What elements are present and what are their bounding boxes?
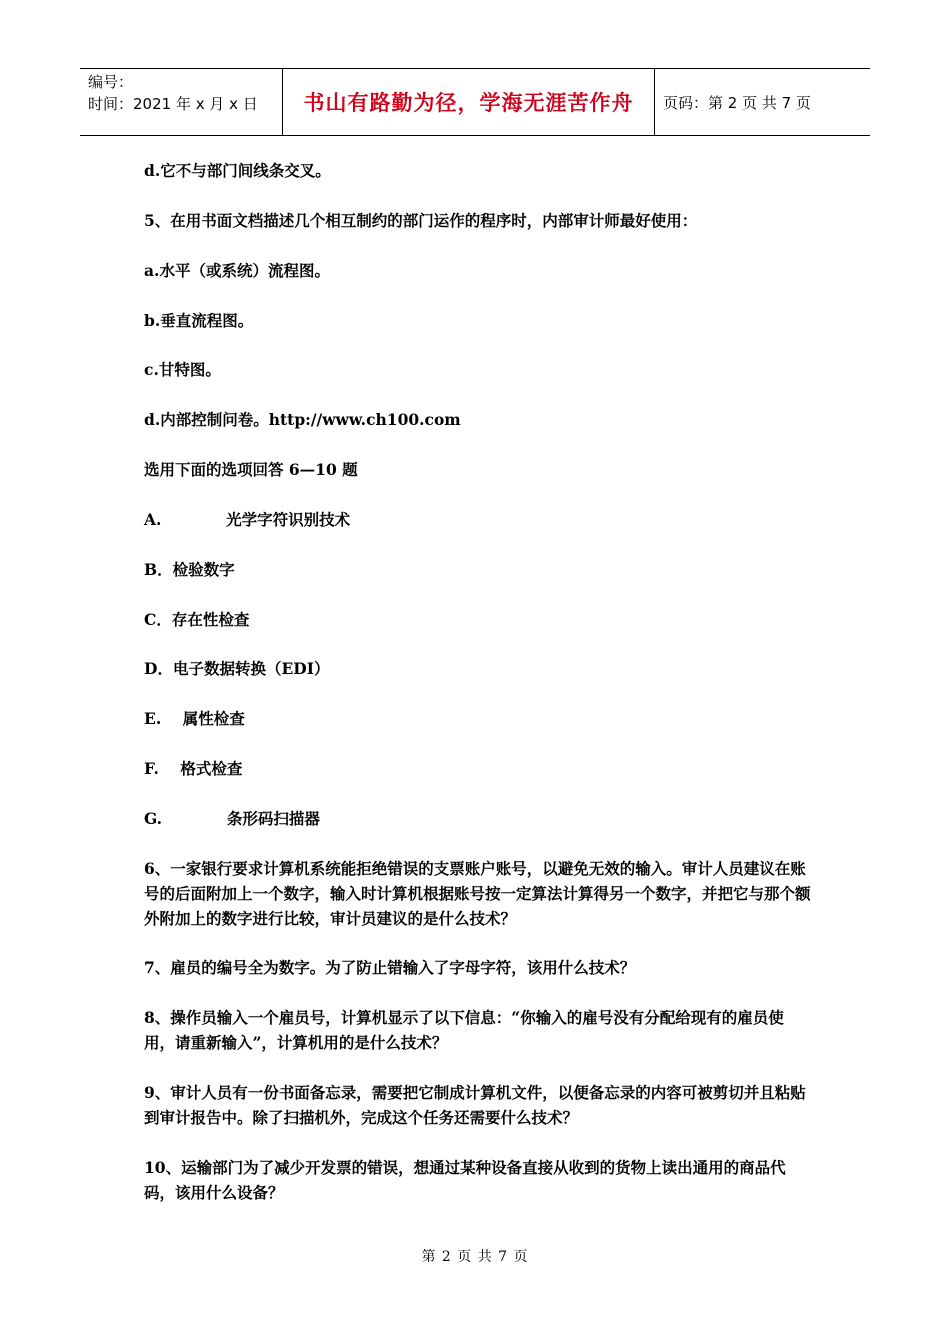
question-6: 6、一家银行要求计算机系统能拒绝错误的支票账户账号，以避免无效的输入。审计人员建议在账号的后面附加上一个数字，输入时计算机根据账号按一定算法计算得另一个数字，并把它与那个额外附加上的数字进行比较，审计员建议的是什么技术？ [144, 859, 811, 928]
question-5: 5、在用书面文档描述几个相互制约的部门运作的程序时，内部审计师最好使用： [144, 211, 698, 230]
choice-c: C．存在性检查 [144, 610, 250, 629]
section-instruction: 选用下面的选项回答 6—10 题 [144, 460, 358, 479]
paragraph: d.它不与部门间线条交叉。 [144, 161, 331, 180]
option-b: b.垂直流程图。 [144, 311, 254, 330]
choice-d: D．电子数据转换（EDI） [144, 659, 330, 678]
header-motto: 书山有路勤为径，学海无涯苦作舟 [282, 69, 655, 135]
choice-f: F. 格式检查 [144, 759, 243, 778]
question-9: 9、审计人员有一份书面备忘录，需要把它制成计算机文件，以便备忘录的内容可被剪切并且粘贴到审计报告中。除了扫描机外，完成这个任务还需要什么技术？ [144, 1083, 806, 1127]
choice-a: A. 光学字符识别技术 [144, 510, 351, 529]
option-a: a.水平（或系统）流程图。 [144, 261, 330, 280]
question-10: 10、运输部门为了减少开发票的错误，想通过某种设备直接从收到的货物上读出通用的商品代码，该用什么设备？ [144, 1158, 786, 1202]
page-footer: 第 2 页 共 7 页 [421, 1249, 529, 1265]
choice-g: G. 条形码扫描器 [144, 809, 320, 828]
option-c: c.甘特图。 [144, 360, 221, 379]
choice-e: E. 属性检查 [144, 709, 245, 728]
question-8: 8、操作员输入一个雇员号，计算机显示了以下信息：“你输入的雇号没有分配给现有的雇员使用，请重新输入”，计算机用的是什么技术？ [144, 1008, 784, 1052]
option-d: d.内部控制问卷。http://www.ch100.com [144, 410, 461, 429]
question-7: 7、雇员的编号全为数字。为了防止错输入了字母字符，该用什么技术？ [144, 958, 636, 977]
number-label: 编号： [88, 73, 134, 91]
header-page-info: 页码：第 2 页 共 7 页 [663, 93, 811, 112]
choice-b: B．检验数字 [144, 560, 235, 579]
time-label: 时间：2021 年 x 月 x 日 [88, 95, 258, 113]
page-header [80, 68, 870, 136]
header-meta [80, 69, 282, 135]
